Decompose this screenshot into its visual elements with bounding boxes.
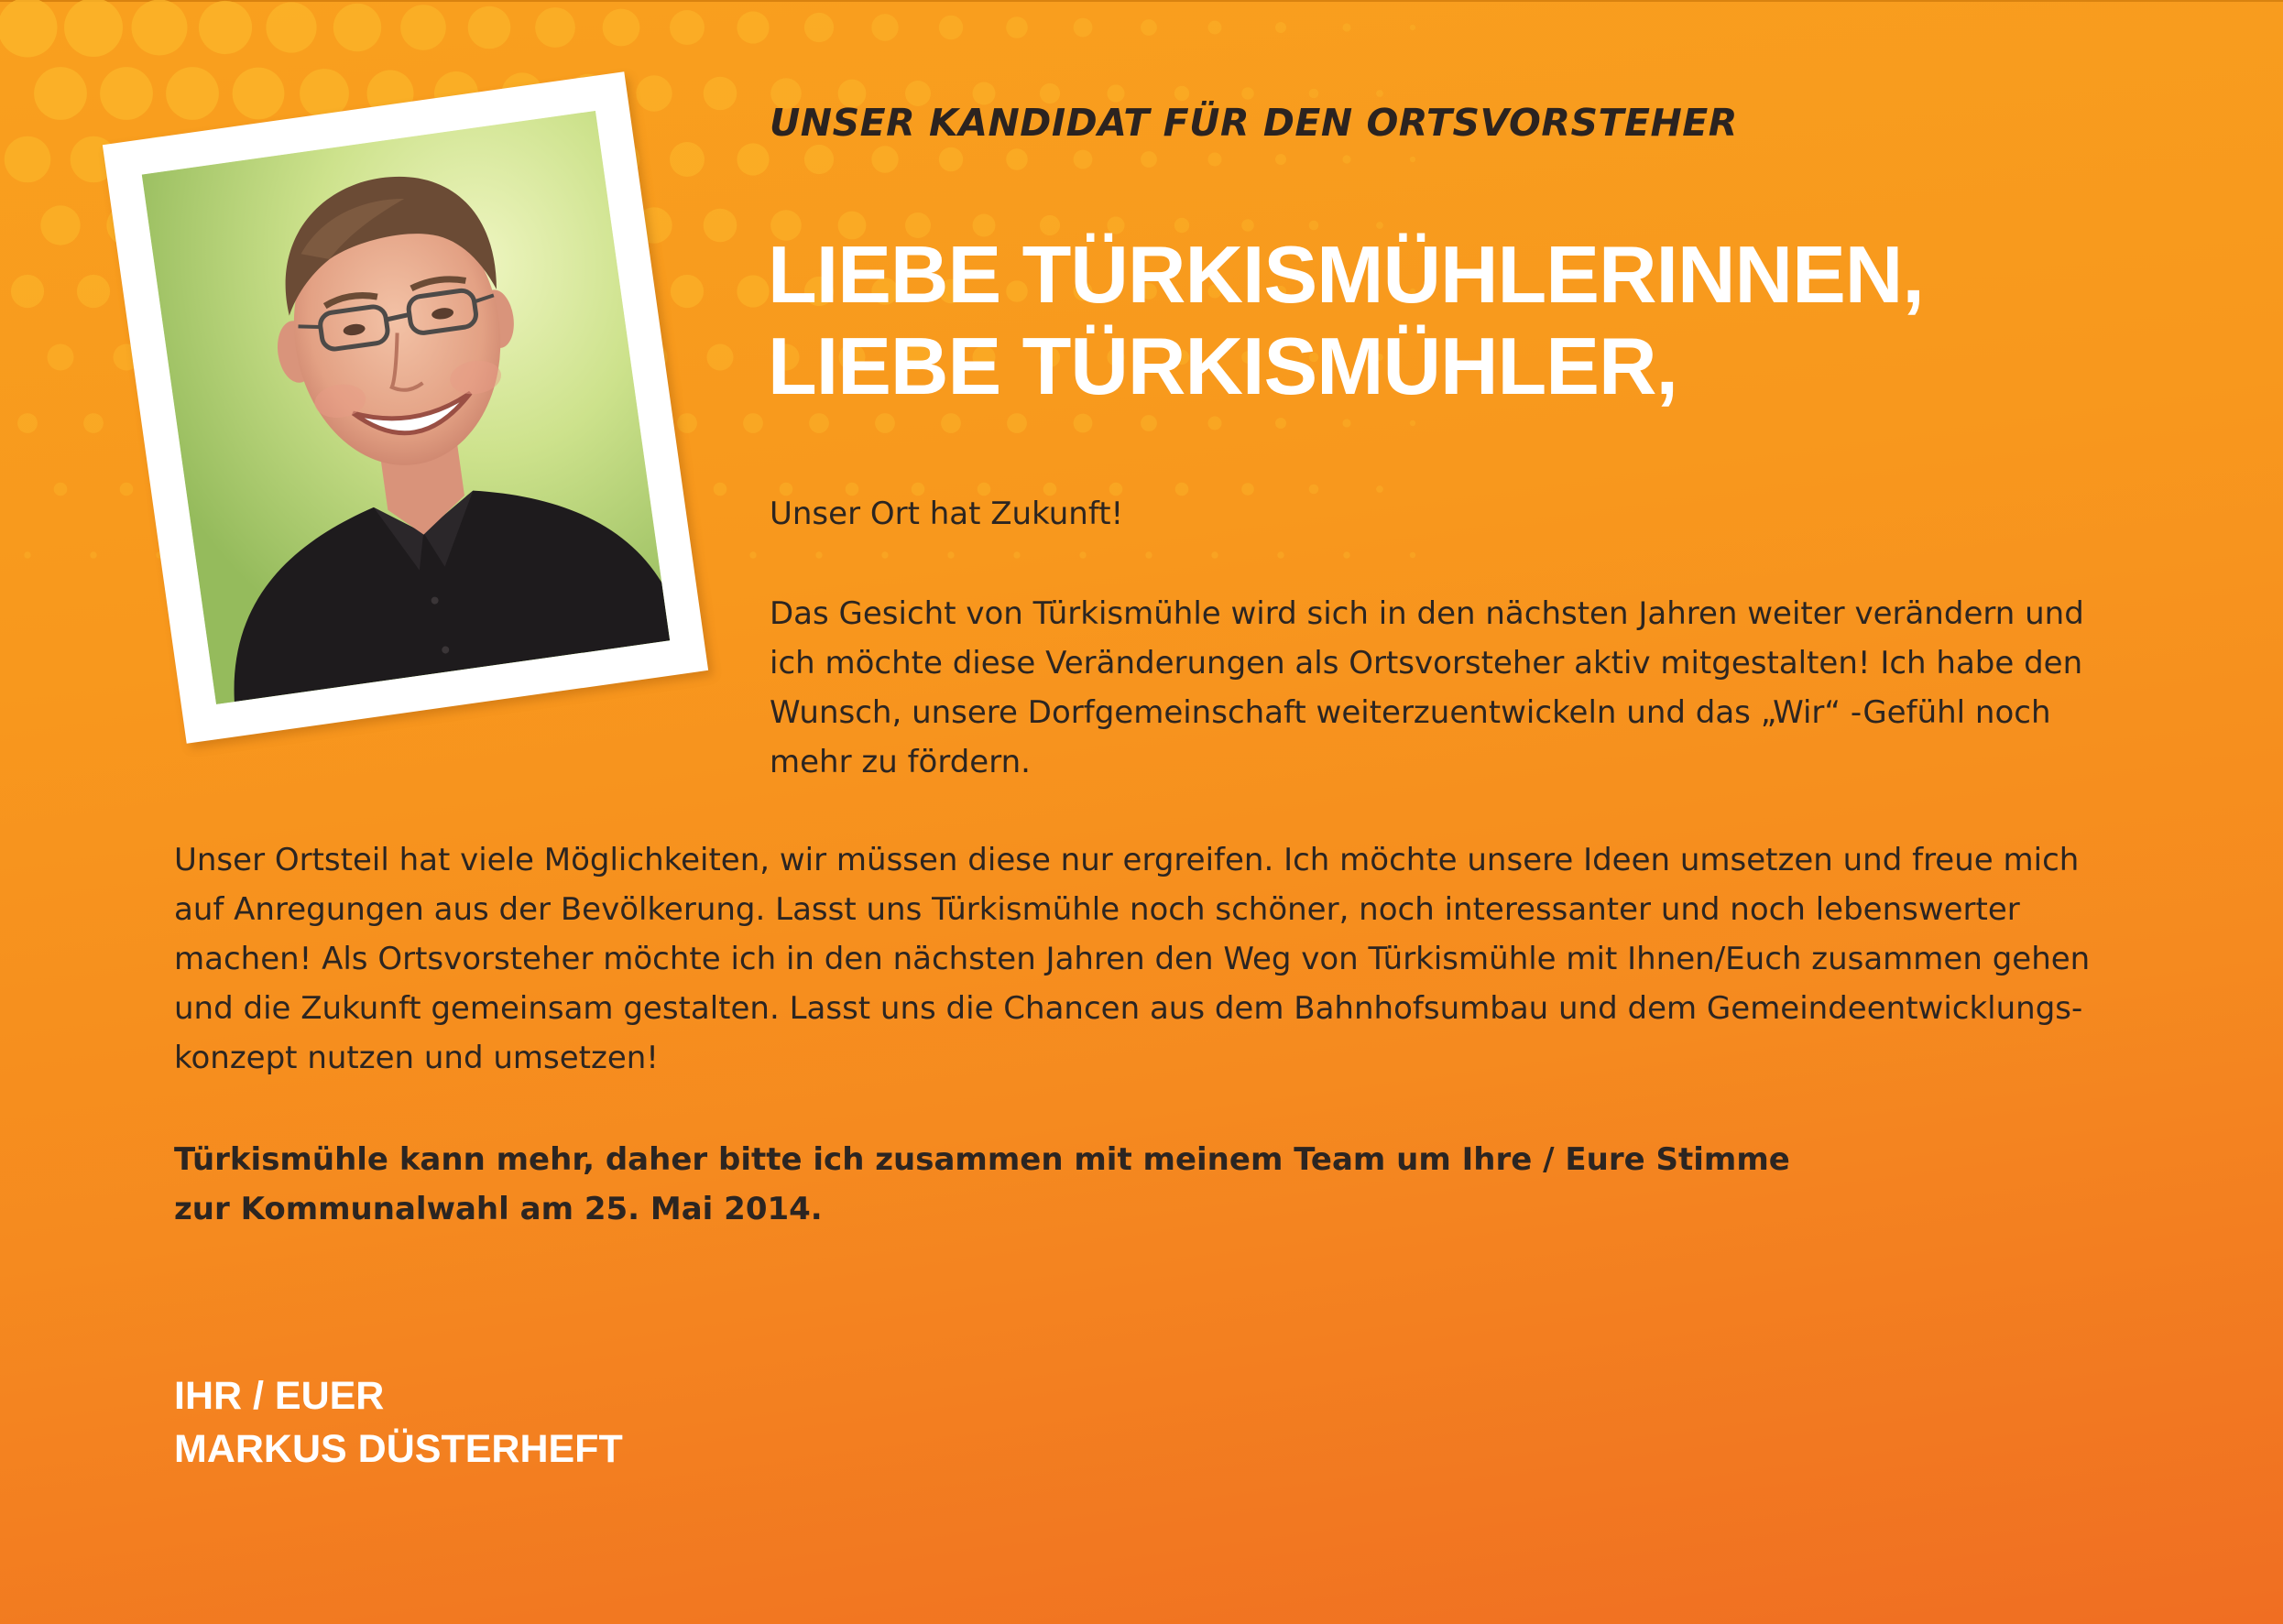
paragraph-line: Unser Ortsteil hat viele Möglichkeiten, wir müssen diese nur ergreifen. Ich möchte unsere Ideen umsetzen und freue mich xyxy=(174,842,2080,878)
halftone-dot xyxy=(671,275,704,308)
halftone-dot xyxy=(737,143,769,175)
halftone-dot xyxy=(34,67,87,120)
halftone-dot xyxy=(333,4,381,51)
halftone-dot xyxy=(166,67,219,120)
halftone-dot xyxy=(1309,89,1319,99)
halftone-dot xyxy=(1342,23,1350,31)
halftone-dot xyxy=(1410,157,1415,162)
paragraph-line: mehr zu fördern. xyxy=(770,744,1031,780)
halftone-dot xyxy=(0,0,58,58)
halftone-dot xyxy=(400,5,446,50)
headline-line: LIEBE TÜRKISMÜHLER, xyxy=(768,321,1677,411)
halftone-dot xyxy=(11,275,44,308)
halftone-dot xyxy=(871,146,898,172)
halftone-dot xyxy=(1241,87,1254,100)
headline-line: LIEBE TÜRKISMÜHLERINNEN, xyxy=(768,229,1924,320)
candidate-subtitle: UNSER KANDIDAT FÜR DEN ORTSVORSTEHER xyxy=(770,101,1738,145)
halftone-dot xyxy=(54,483,68,496)
halftone-dot xyxy=(941,413,961,433)
paragraph-line: Türkismühle kann mehr, daher bitte ich zusammen mit meinem Team um Ihre / Eure Stimme xyxy=(174,1141,1790,1178)
halftone-dot xyxy=(535,7,575,48)
signature-block xyxy=(174,1369,623,1476)
halftone-dot xyxy=(947,551,954,558)
signature-greeting: IHR / EUER xyxy=(174,1374,385,1418)
halftone-dot xyxy=(1006,148,1028,170)
halftone-dot xyxy=(809,413,829,433)
halftone-dot xyxy=(670,142,705,177)
halftone-dot xyxy=(266,2,316,52)
halftone-dot xyxy=(1007,413,1027,433)
halftone-dot xyxy=(939,16,963,39)
halftone-dot xyxy=(1241,483,1254,496)
halftone-dot xyxy=(804,13,834,42)
halftone-dot xyxy=(704,209,737,243)
halftone-dot xyxy=(1342,155,1350,163)
paragraph-line: und die Zukunft gemeinsam gestalten. Lasst uns die Chancen aus dem Bahnhofsumbau und dem Gemeindeentwicklungs- xyxy=(174,990,2083,1027)
halftone-dot xyxy=(1175,483,1189,496)
halftone-dot xyxy=(939,147,963,171)
paragraph-line: ich möchte diese Veränderungen als Ortsvorsteher aktiv mitgestalten! Ich habe den xyxy=(770,645,2083,681)
halftone-dot xyxy=(1141,415,1157,431)
halftone-dot xyxy=(1145,551,1152,558)
signature-name: MARKUS DÜSTERHEFT xyxy=(174,1427,623,1471)
paragraph-line: machen! Als Ortsvorsteher möchte ich in den nächsten Jahren den Weg von Türkismühle mit Ihnen/Euch zusammen gehen xyxy=(174,941,2091,977)
halftone-dot xyxy=(233,68,285,120)
halftone-dot xyxy=(40,205,80,245)
halftone-dot xyxy=(1376,222,1383,229)
closing-appeal xyxy=(174,1135,1790,1234)
halftone-dot xyxy=(737,275,769,307)
halftone-dot xyxy=(1141,151,1157,168)
intro-sentence: Unser Ort hat Zukunft! xyxy=(770,496,1124,532)
halftone-dot xyxy=(1211,551,1218,558)
halftone-dot xyxy=(1208,153,1222,167)
halftone-dot xyxy=(1174,86,1189,101)
halftone-dot xyxy=(1343,551,1349,558)
paragraph-line: konzept nutzen und umsetzen! xyxy=(174,1040,659,1076)
halftone-dot xyxy=(5,136,51,183)
halftone-dot xyxy=(1013,551,1020,558)
halftone-dot xyxy=(1410,420,1415,426)
halftone-dot xyxy=(1208,417,1222,431)
halftone-dot xyxy=(1208,21,1222,35)
halftone-dot xyxy=(83,413,104,433)
paragraph-line: Wunsch, unsere Dorfgemeinschaft weiterzuentwickeln und das „Wir“ -Gefühl noch xyxy=(770,694,2051,731)
halftone-dot xyxy=(749,551,756,558)
halftone-dot xyxy=(707,344,734,371)
halftone-dot xyxy=(17,413,38,433)
candidate-portrait-photo xyxy=(142,111,670,704)
halftone-dot xyxy=(1006,16,1028,38)
halftone-dot xyxy=(468,6,511,49)
halftone-dot xyxy=(90,551,96,558)
paragraph-line: auf Anregungen aus der Bevölkerung. Lasst uns Türkismühle noch schöner, noch interessanter und noch lebenswerter xyxy=(174,891,2020,928)
candidate-photo-frame xyxy=(103,71,708,744)
halftone-dot xyxy=(1074,150,1093,169)
halftone-dot xyxy=(603,9,640,47)
halftone-dot xyxy=(100,67,153,120)
halftone-dot xyxy=(77,275,110,308)
paragraph-line: zur Kommunalwahl am 25. Mai 2014. xyxy=(174,1191,823,1227)
body-paragraph-2 xyxy=(174,835,2090,1083)
halftone-dot xyxy=(875,413,895,433)
halftone-dot xyxy=(132,0,188,56)
paragraph-line: Das Gesicht von Türkismühle wird sich in den nächsten Jahren weiter verändern und xyxy=(770,595,2084,632)
halftone-dot xyxy=(64,0,123,57)
halftone-dot xyxy=(48,344,74,371)
greeting-headline xyxy=(768,229,1924,412)
halftone-dot xyxy=(815,551,822,558)
halftone-dot xyxy=(1141,19,1157,36)
halftone-dot xyxy=(1410,25,1415,30)
halftone-dot xyxy=(1074,414,1093,433)
halftone-dot xyxy=(677,413,697,433)
halftone-dot xyxy=(670,10,705,45)
body-paragraph-1 xyxy=(770,589,2084,787)
halftone-dot xyxy=(1275,154,1286,165)
halftone-dot xyxy=(636,75,672,111)
halftone-dot xyxy=(199,1,252,54)
halftone-dot xyxy=(1376,90,1383,97)
halftone-dot xyxy=(714,483,727,496)
halftone-dot xyxy=(1074,18,1093,38)
halftone-dot xyxy=(704,77,737,111)
halftone-dot xyxy=(804,145,834,174)
halftone-dot xyxy=(120,483,134,496)
halftone-dot xyxy=(1079,551,1086,558)
halftone-dot xyxy=(1275,22,1286,33)
halftone-dot xyxy=(1410,552,1415,558)
halftone-dot xyxy=(881,551,888,558)
halftone-dot xyxy=(1277,551,1284,558)
halftone-dot xyxy=(743,413,763,433)
halftone-dot xyxy=(737,11,769,43)
halftone-dot xyxy=(24,551,30,558)
halftone-dot xyxy=(1275,418,1286,429)
halftone-dot xyxy=(1107,84,1124,102)
halftone-dot xyxy=(1376,485,1383,493)
halftone-dot xyxy=(871,14,898,40)
halftone-dot xyxy=(1342,419,1350,427)
halftone-dot xyxy=(1309,485,1319,495)
